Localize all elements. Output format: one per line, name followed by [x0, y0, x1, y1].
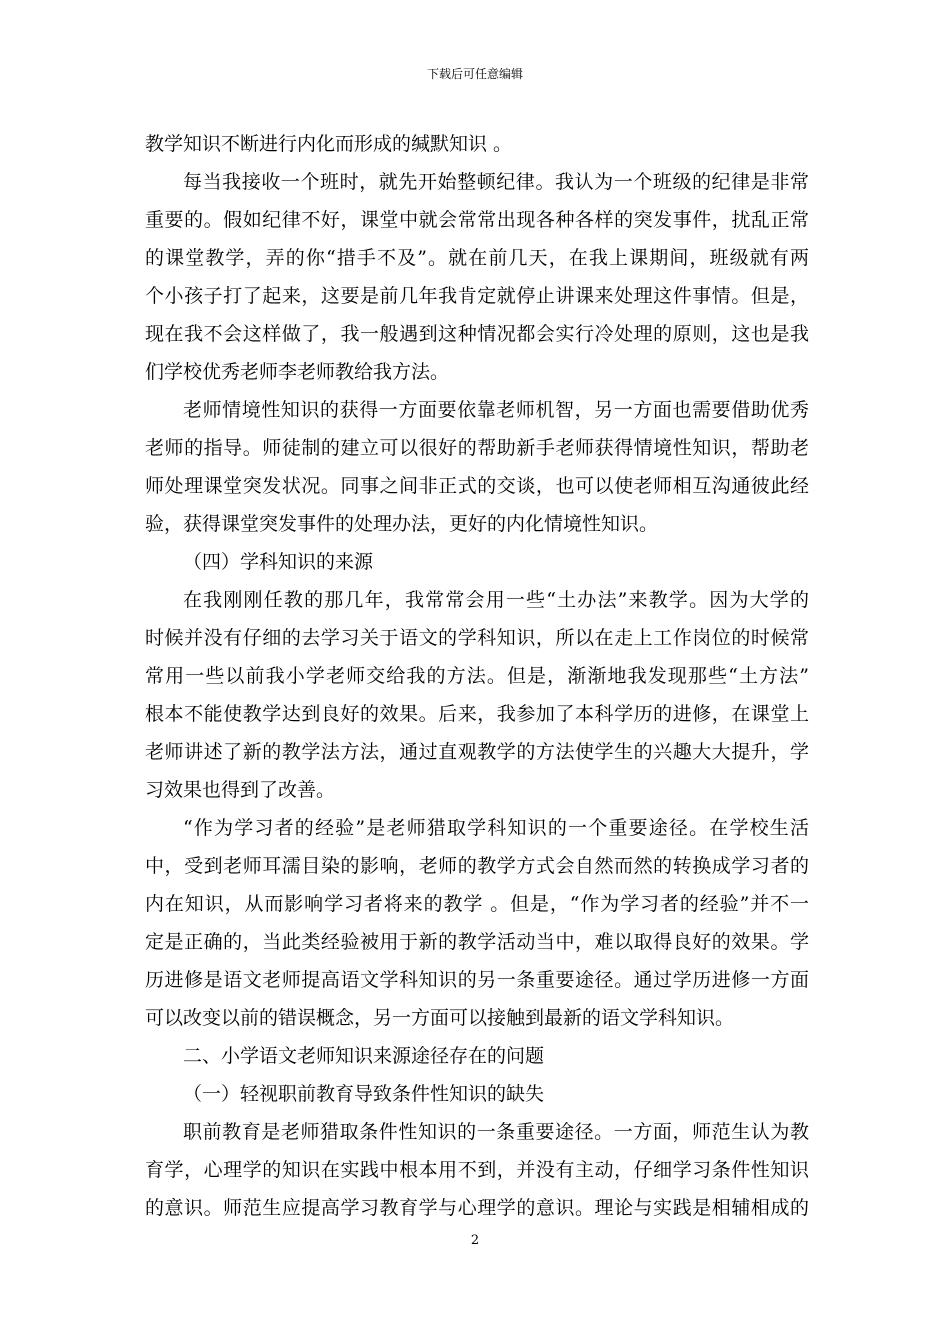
- text-line: 师处理课堂突发状况。同事之间非正式的交谈，也可以使老师相互沟通彼此经: [145, 475, 809, 497]
- page-header: 下载后可任意编辑: [426, 67, 523, 81]
- text-line: 育学，心理学的知识在实践中根本用不到，并没有主动，仔细学习条件性知识: [145, 1159, 809, 1181]
- document-body: [145, 132, 809, 1234]
- text-line: “作为学习者的经验”是老师猎取学科知识的一个重要途径。在学校生活: [183, 817, 809, 839]
- text-line: 现在我不会这样做了，我一般遇到这种情况都会实行冷处理的原则，这也是我: [145, 323, 809, 345]
- text-line: （一）轻视职前教育导致条件性知识的缺失: [183, 1083, 545, 1105]
- text-line: 教学知识不断进行内化而形成的缄默知识 。: [145, 133, 513, 155]
- text-line: 常用一些以前我小学老师交给我的方法。但是，渐渐地我发现那些“土方法”: [145, 665, 809, 687]
- text-line: 老师的指导。师徒制的建立可以很好的帮助新手老师获得情境性知识，帮助老: [145, 437, 809, 459]
- text-line: 验，获得课堂突发事件的处理办法，更好的内化情境性知识。: [145, 513, 659, 535]
- text-line: 职前教育是老师猎取条件性知识的一条重要途径。一方面，师范生认为教: [183, 1121, 809, 1143]
- text-line: 历进修是语文老师提高语文学科知识的另一条重要途径。通过学历进修一方面: [145, 969, 809, 991]
- text-line: 老师讲述了新的教学法方法，通过直观教学的方法使学生的兴趣大大提升，学: [145, 741, 809, 763]
- text-line: 可以改变以前的错误概念，另一方面可以接触到最新的语文学科知识。: [145, 1007, 735, 1029]
- page-number: 2: [470, 1233, 480, 1248]
- text-line: 定是正确的，当此类经验被用于新的教学活动当中，难以取得良好的效果。学: [145, 931, 809, 953]
- text-line: 每当我接收一个班时，就先开始整顿纪律。我认为一个班级的纪律是非常: [183, 171, 809, 193]
- text-line: 重要的。假如纪律不好，课堂中就会常常出现各种各样的突发事件，扰乱正常: [145, 209, 809, 231]
- text-line: 二、小学语文老师知识来源途径存在的问题: [183, 1045, 545, 1067]
- text-line: 根本不能使教学达到良好的效果。后来，我参加了本科学历的进修，在课堂上: [145, 703, 809, 725]
- text-line: 们学校优秀老师李老师教给我方法。: [145, 361, 450, 383]
- text-line: 中，受到老师耳濡目染的影响，老师的教学方式会自然而然的转换成学习者的: [145, 855, 809, 877]
- text-line: 内在知识，从而影响学习者将来的教学 。但是，“作为学习者的经验”并不一: [145, 893, 809, 915]
- text-line: 个小孩子打了起来，这要是前几年我肯定就停止讲课来处理这件事情。但是，: [145, 285, 809, 307]
- text-line: 的意识。师范生应提高学习教育学与心理学的意识。理论与实践是相辅相成的: [145, 1197, 809, 1219]
- text-line: 老师情境性知识的获得一方面要依靠老师机智，另一方面也需要借助优秀: [183, 399, 809, 421]
- text-line: 时候并没有仔细的去学习关于语文的学科知识，所以在走上工作岗位的时候常: [145, 627, 809, 649]
- text-line: 在我刚刚任教的那几年，我常常会用一些“土办法”来教学。因为大学的: [183, 589, 809, 611]
- text-line: 的课堂教学，弄的你“措手不及”。就在前几天，在我上课期间，班级就有两: [145, 247, 809, 269]
- text-line: 习效果也得到了改善。: [145, 779, 336, 801]
- text-line: （四）学科知识的来源: [183, 551, 374, 573]
